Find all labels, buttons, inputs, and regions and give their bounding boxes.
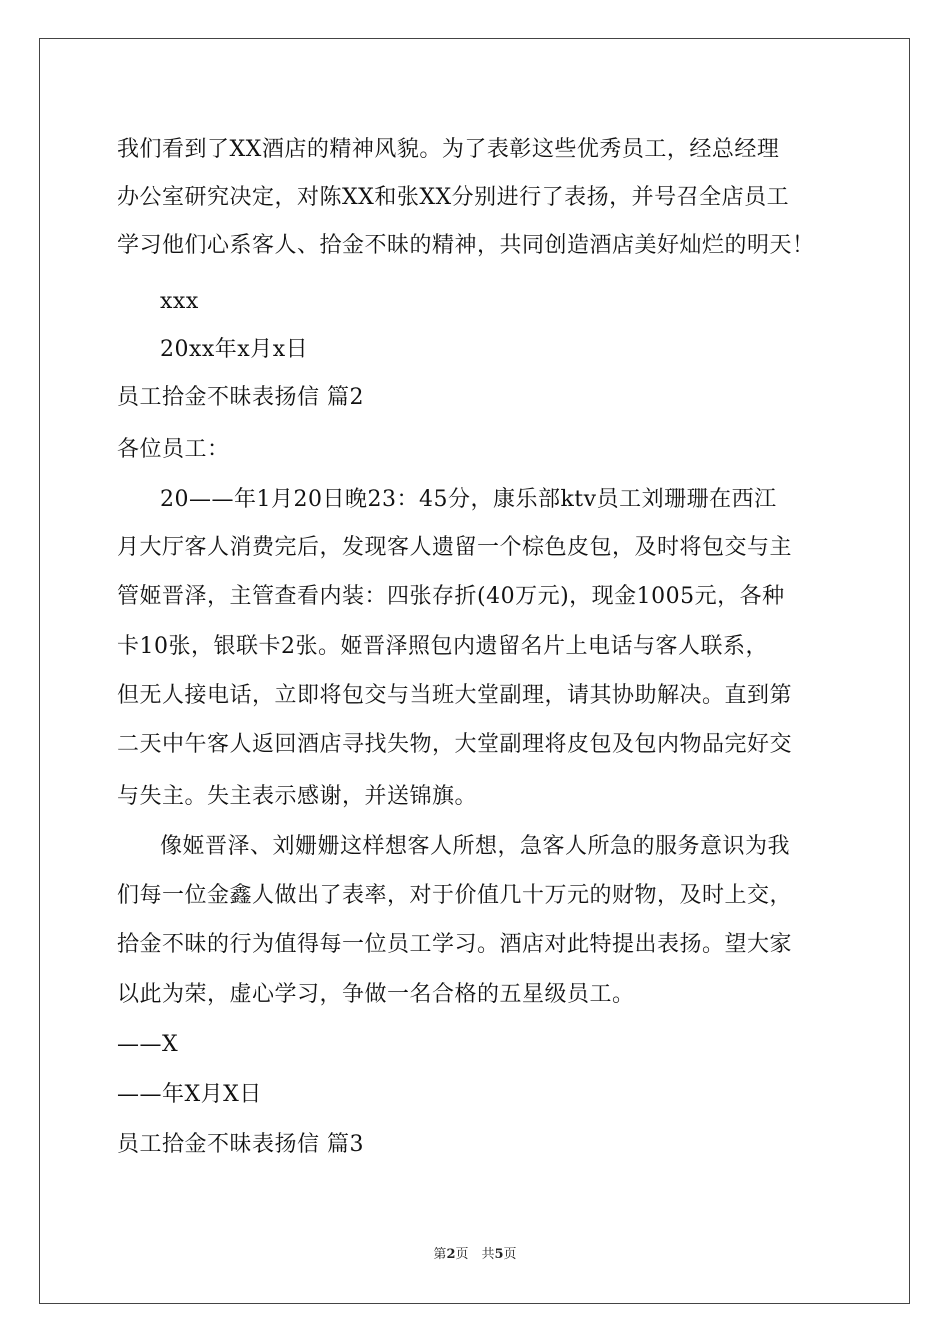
body-line-9: 二天中午客人返回酒店寻找失物，大堂副理将皮包及包内物品完好交 <box>117 732 793 757</box>
footer-page-prefix: 第 <box>433 1247 447 1262</box>
body-line-13: 拾金不昧的行为值得每一位员工学习。酒店对此特提出表扬。望大家 <box>117 932 793 957</box>
signature-name: xxx <box>160 289 199 314</box>
body-line-8: 但无人接电话，立即将包交与当班大堂副理，请其协助解决。直到第 <box>117 683 793 708</box>
section-heading-3: 员工拾金不昧表扬信 篇3 <box>117 1132 364 1157</box>
closing-date: ——年X月X日 <box>117 1082 262 1107</box>
body-line-2: 办公室研究决定，对陈XX和张XX分别进行了表扬，并号召全店员工 <box>117 185 790 210</box>
body-line-11: 像姬晋泽、刘姗姗这样想客人所想，急客人所急的服务意识为我 <box>160 834 791 859</box>
body-line-7: 卡10张，银联卡2张。姬晋泽照包内遗留名片上电话与客人联系， <box>117 634 768 659</box>
footer-page-current: 2 <box>446 1247 456 1262</box>
body-line-10: 与失主。失主表示感谢，并送锦旗。 <box>117 784 478 809</box>
section-heading-2: 员工拾金不昧表扬信 篇2 <box>117 385 364 410</box>
body-line-12: 们每一位金鑫人做出了表率，对于价值几十万元的财物，及时上交， <box>117 883 793 908</box>
page-footer <box>0 1246 950 1264</box>
body-line-5: 月大厅客人消费完后，发现客人遗留一个棕色皮包，及时将包交与主 <box>117 535 793 560</box>
closing-signature: ——X <box>117 1032 179 1057</box>
footer-page-total: 5 <box>494 1247 504 1262</box>
salutation: 各位员工： <box>117 437 230 462</box>
signature-date: 20xx年x月x日 <box>160 337 309 362</box>
body-line-6: 管姬晋泽，主管查看内装：四张存折(40万元)，现金1005元，各种 <box>117 584 785 609</box>
body-line-14: 以此为荣，虚心学习，争做一名合格的五星级员工。 <box>117 982 635 1007</box>
body-line-4: 20——年1月20日晚23：45分，康乐部ktv员工刘珊珊在西江 <box>160 487 777 512</box>
body-line-3: 学习他们心系客人、拾金不昧的精神，共同创造酒店美好灿烂的明天！ <box>117 233 815 258</box>
page-frame <box>39 38 910 1304</box>
footer-page-suffix: 页 <box>503 1247 517 1262</box>
body-line-1: 我们看到了XX酒店的精神风貌。为了表彰这些优秀员工，经总经理 <box>117 137 780 162</box>
footer-page-mid: 页 共 <box>455 1247 495 1262</box>
